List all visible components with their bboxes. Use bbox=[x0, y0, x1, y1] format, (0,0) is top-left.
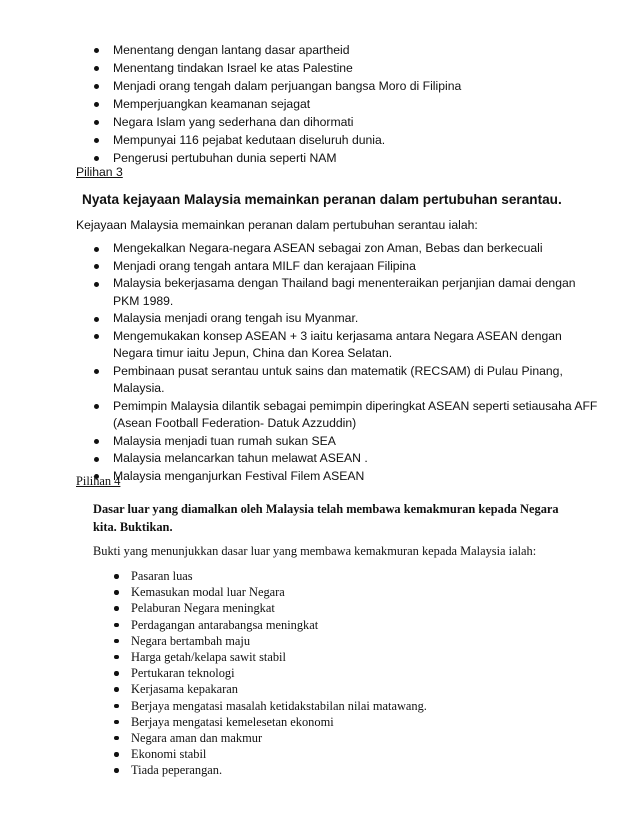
bullet-icon bbox=[114, 574, 119, 579]
list-item: Malaysia melancarkan tahun melawat ASEAN . bbox=[113, 450, 603, 468]
list-item: Malaysia menjadi tuan rumah sukan SEA bbox=[113, 433, 603, 451]
list-item: Berjaya mengatasi kemelesetan ekonomi bbox=[131, 714, 551, 730]
bullet-list-pilihan-4 bbox=[131, 568, 551, 778]
pilihan-4-heading: Dasar luar yang diamalkan oleh Malaysia telah membawa kemakmuran kepada Negara kita. Buktikan. bbox=[93, 502, 559, 534]
bullet-icon bbox=[94, 334, 99, 339]
bullet-icon bbox=[114, 768, 119, 773]
list-item: Pemimpin Malaysia dilantik sebagai pemimpin diperingkat ASEAN seperti setiausaha AFF (Asean Football Federation- Datuk Azzuddin) bbox=[113, 398, 603, 433]
bullet-icon bbox=[94, 439, 99, 444]
pilihan-3-heading: Nyata kejayaan Malaysia memainkan peranan dalam pertubuhan serantau. bbox=[82, 192, 562, 207]
list-item: Mengekalkan Negara-negara ASEAN sebagai zon Aman, Bebas dan berkecuali bbox=[113, 240, 603, 258]
list-item: Mempunyai 116 pejabat kedutaan diseluruh dunia. bbox=[113, 131, 613, 149]
list-item: Negara Islam yang sederhana dan dihormati bbox=[113, 113, 613, 131]
bullet-icon bbox=[114, 590, 119, 595]
list-item: Menentang tindakan Israel ke atas Palestine bbox=[113, 59, 613, 77]
list-item: Pengerusi pertubuhan dunia seperti NAM bbox=[113, 149, 613, 167]
bullet-icon bbox=[114, 720, 119, 725]
bullet-icon bbox=[114, 623, 119, 628]
list-item: Pasaran luas bbox=[131, 568, 551, 584]
bullet-icon bbox=[114, 736, 119, 741]
bullet-icon bbox=[94, 264, 99, 269]
pilihan-3-intro: Kejayaan Malaysia memainkan peranan dalam pertubuhan serantau ialah: bbox=[76, 218, 478, 232]
bullet-icon bbox=[94, 138, 99, 143]
bullet-icon bbox=[114, 671, 119, 676]
bullet-icon bbox=[114, 752, 119, 757]
list-item: Pertukaran teknologi bbox=[131, 665, 551, 681]
bullet-icon bbox=[94, 84, 99, 89]
list-item: Mengemukakan konsep ASEAN + 3 iaitu kerjasama antara Negara ASEAN dengan Negara timur iaitu Jepun, China dan Korea Selatan. bbox=[113, 328, 603, 363]
list-item: Menentang dengan lantang dasar apartheid bbox=[113, 41, 613, 59]
list-item: Ekonomi stabil bbox=[131, 746, 551, 762]
list-item: Negara aman dan makmur bbox=[131, 730, 551, 746]
list-item: Malaysia menjadi orang tengah isu Myanmar. bbox=[113, 310, 603, 328]
list-item: Berjaya mengatasi masalah ketidakstabilan nilai matawang. bbox=[131, 698, 551, 714]
pilihan-4-label: Pilihan 4 bbox=[76, 474, 121, 488]
bullet-icon bbox=[94, 457, 99, 462]
bullet-icon bbox=[114, 655, 119, 660]
list-item: Kerjasama kepakaran bbox=[131, 681, 551, 697]
list-item: Menjadi orang tengah dalam perjuangan bangsa Moro di Filipina bbox=[113, 77, 613, 95]
bullet-icon bbox=[94, 102, 99, 107]
bullet-icon bbox=[94, 66, 99, 71]
pilihan-3-label: Pilihan 3 bbox=[76, 165, 123, 179]
bullet-icon bbox=[114, 606, 119, 611]
bullet-icon bbox=[94, 156, 99, 161]
pilihan-4-intro: Bukti yang menunjukkan dasar luar yang membawa kemakmuran kepada Malaysia ialah: bbox=[93, 544, 537, 558]
list-item: Malaysia bekerjasama dengan Thailand bagi menenteraikan perjanjian damai dengan PKM 1989. bbox=[113, 275, 603, 310]
bullet-icon bbox=[94, 282, 99, 287]
bullet-icon bbox=[94, 247, 99, 252]
bullet-icon bbox=[94, 404, 99, 409]
list-item: Kemasukan modal luar Negara bbox=[131, 584, 551, 600]
bullet-icon bbox=[94, 317, 99, 322]
bullet-icon bbox=[94, 120, 99, 125]
list-item: Perdagangan antarabangsa meningkat bbox=[131, 617, 551, 633]
bullet-list-top bbox=[113, 41, 613, 167]
list-item: Tiada peperangan. bbox=[131, 762, 551, 778]
list-item: Negara bertambah maju bbox=[131, 633, 551, 649]
bullet-list-pilihan-3 bbox=[113, 240, 603, 485]
bullet-icon bbox=[114, 704, 119, 709]
list-item: Pelaburan Negara meningkat bbox=[131, 600, 551, 616]
bullet-icon bbox=[94, 369, 99, 374]
list-item: Malaysia menganjurkan Festival Filem ASEAN bbox=[113, 468, 603, 486]
bullet-icon bbox=[94, 48, 99, 53]
list-item: Memperjuangkan keamanan sejagat bbox=[113, 95, 613, 113]
bullet-icon bbox=[114, 639, 119, 644]
bullet-icon bbox=[114, 687, 119, 692]
list-item: Harga getah/kelapa sawit stabil bbox=[131, 649, 551, 665]
list-item: Pembinaan pusat serantau untuk sains dan matematik (RECSAM) di Pulau Pinang, Malaysia. bbox=[113, 363, 603, 398]
list-item: Menjadi orang tengah antara MILF dan kerajaan Filipina bbox=[113, 258, 603, 276]
